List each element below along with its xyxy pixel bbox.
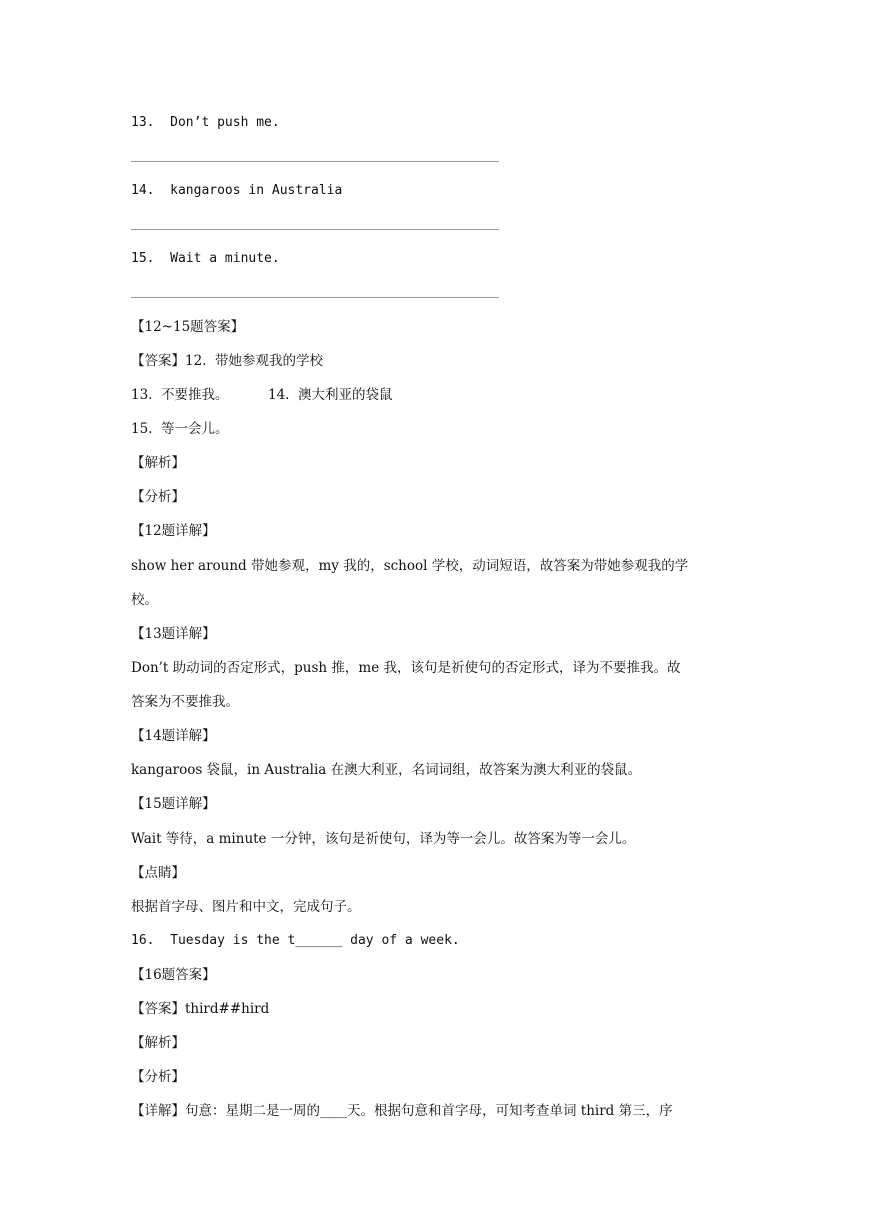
answer-header-16: 【16题答案】: [131, 967, 216, 983]
detail-13-text-cont: 答案为不要推我。: [131, 694, 239, 710]
detail-15-text: Wait 等待，a minute 一分钟，该句是祈使句，译为等一会儿。故答案为等一会儿。: [131, 831, 636, 847]
detail-12-header: 【12题详解】: [131, 523, 216, 539]
question-13: 13. Don’t push me.: [131, 115, 280, 130]
answer-12: 【答案】12. 带她参观我的学校: [131, 353, 324, 369]
answer-15: 15. 等一会儿。: [131, 421, 229, 437]
breakdown-label-16: 【分析】: [131, 1069, 185, 1085]
detail-13-text: Don’t 助动词的否定形式，push 推，me 我，该句是祈使句的否定形式，译为不要推我。故: [131, 660, 681, 676]
detail-15-header: 【15题详解】: [131, 796, 216, 812]
analysis-label-16: 【解析】: [131, 1035, 185, 1051]
answer-header-12-15: 【12~15题答案】: [131, 319, 245, 335]
answer-blank-15: [131, 297, 499, 298]
key-point-text: 根据首字母、图片和中文，完成句子。: [131, 899, 361, 915]
answer-14: 14. 澳大利亚的袋鼠: [268, 387, 393, 403]
answer-blank-13: [131, 161, 499, 162]
detail-14-text: kangaroos 袋鼠，in Australia 在澳大利亚，名词词组，故答案为澳大利亚的袋鼠。: [131, 762, 642, 778]
question-14: 14. kangaroos in Australia: [131, 183, 343, 198]
detail-12-text: show her around 带她参观，my 我的，school 学校，动词短语，故答案为带她参观我的学: [131, 558, 689, 574]
analysis-label: 【解析】: [131, 455, 185, 471]
key-point-label: 【点睛】: [131, 865, 185, 881]
detail-13-header: 【13题详解】: [131, 626, 216, 642]
answer-16: 【答案】third##hird: [131, 1001, 270, 1017]
answer-blank-14: [131, 229, 499, 230]
question-16: 16. Tuesday is the t______ day of a week.: [131, 933, 460, 948]
answer-13: 13. 不要推我。: [131, 387, 229, 403]
detail-14-header: 【14题详解】: [131, 728, 216, 744]
breakdown-label: 【分析】: [131, 489, 185, 505]
detail-12-text-cont: 校。: [131, 592, 158, 608]
detail-16-text: 【详解】句意：星期二是一周的____天。根据句意和首字母，可知考查单词 third 第三，序: [131, 1103, 673, 1119]
question-15: 15. Wait a minute.: [131, 251, 280, 266]
